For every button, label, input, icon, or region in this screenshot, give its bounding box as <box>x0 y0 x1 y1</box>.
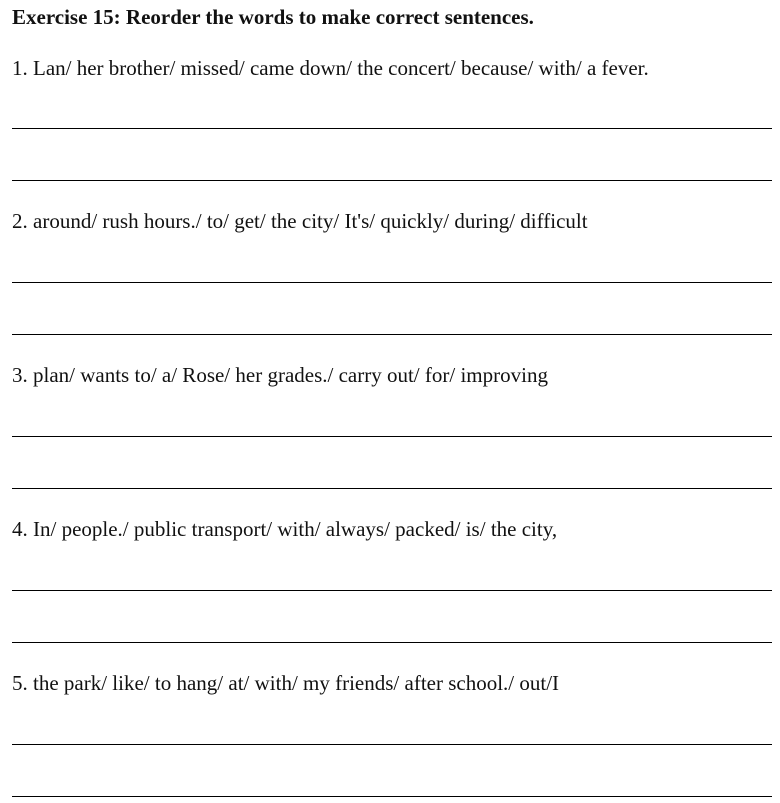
answer-line <box>12 488 772 489</box>
answer-line <box>12 642 772 643</box>
answer-line <box>12 590 772 591</box>
answer-line <box>12 796 772 797</box>
question-4: 4. In/ people./ public transport/ with/ always/ packed/ is/ the city, <box>12 517 558 541</box>
question-1: 1. Lan/ her brother/ missed/ came down/ the concert/ because/ with/ a fever. <box>12 56 649 80</box>
answer-line <box>12 180 772 181</box>
answer-line <box>12 436 772 437</box>
exercise-title: Exercise 15: Reorder the words to make correct sentences. <box>12 5 534 29</box>
answer-line <box>12 128 772 129</box>
question-5: 5. the park/ like/ to hang/ at/ with/ my friends/ after school./ out/I <box>12 671 560 695</box>
question-2: 2. around/ rush hours./ to/ get/ the city/ It's/ quickly/ during/ difficult <box>12 209 588 233</box>
question-3: 3. plan/ wants to/ a/ Rose/ her grades./ carry out/ for/ improving <box>12 363 548 387</box>
answer-line <box>12 334 772 335</box>
answer-line <box>12 282 772 283</box>
answer-line <box>12 744 772 745</box>
